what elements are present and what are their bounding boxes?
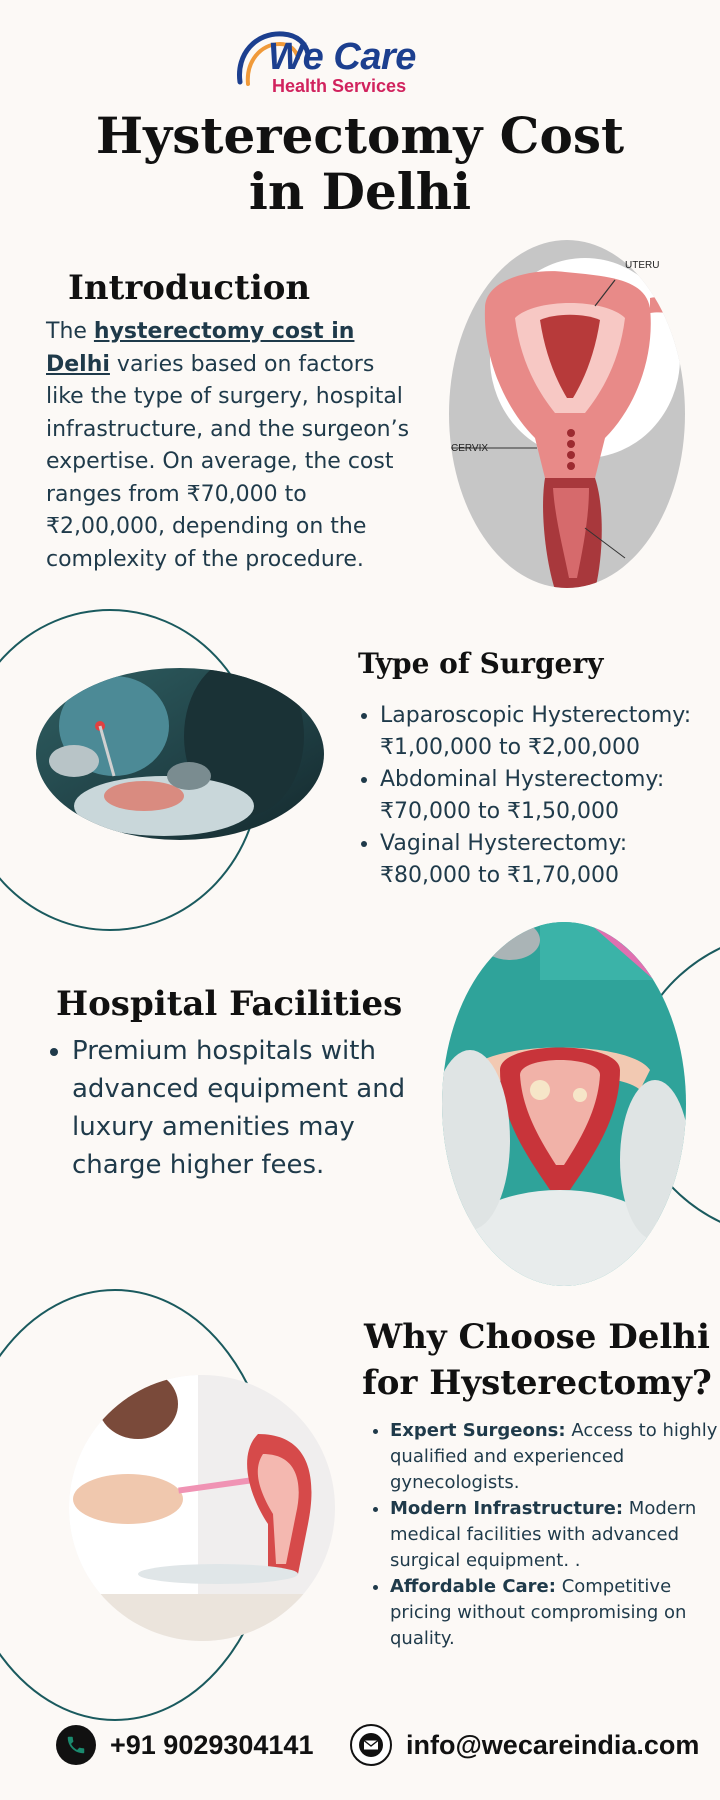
uterus-model-photo <box>440 920 688 1288</box>
phone-icon <box>56 1725 96 1765</box>
label-cervix: CERVIX <box>451 443 489 454</box>
phone-number[interactable]: +91 9029304141 <box>110 1729 314 1760</box>
intro-link[interactable]: hysterectomy cost in Delhi <box>46 319 355 377</box>
brand-logo[interactable] <box>228 14 458 98</box>
surgery-photo <box>34 666 326 842</box>
hospital-list <box>48 1032 432 1184</box>
email-contact[interactable] <box>350 1720 699 1770</box>
item-text: Competitive pricing without compromising on quality. <box>390 1576 687 1649</box>
why-heading: Why Choose Delhi for Hysterectomy? <box>362 1317 712 1403</box>
label-uterus: UTERU <box>625 260 660 271</box>
phone-contact[interactable] <box>56 1720 313 1770</box>
list-item <box>390 1574 720 1652</box>
item-text: Access to highly qualified and experienced gynecologists. <box>390 1420 718 1493</box>
intro-prefix: The <box>46 319 94 344</box>
intro-body: varies based on factors like the type of surgery, hospital infrastructure, and the surgeon’s expertise. On average, the cost ranges from ₹70,000 to ₹2,00,000, depending on the complexity of the procedure. <box>46 351 410 572</box>
uterus-anatomy-image <box>445 238 690 590</box>
item-title: Affordable Care: <box>390 1576 556 1597</box>
hospital-heading: Hospital Facilities <box>56 984 403 1024</box>
item-title: Expert Surgeons: <box>390 1420 566 1441</box>
list-item <box>390 1496 720 1574</box>
item-title: Modern Infrastructure: <box>390 1498 624 1519</box>
why-list <box>370 1418 720 1652</box>
list-item: • Laparoscopic Hysterectomy: ₹1,00,000 to ₹2,00,000 <box>380 700 720 764</box>
email-address[interactable]: info@wecareindia.com <box>406 1729 700 1760</box>
intro-heading: Introduction <box>68 268 311 308</box>
list-item: • Abdominal Hysterectomy: ₹70,000 to ₹1,50,000 <box>380 764 720 828</box>
logo-wordmark: We Care <box>268 36 416 78</box>
page-title: Hysterectomy Cost in Delhi <box>95 106 625 221</box>
list-item: • Premium hospitals with advanced equipment and luxury amenities may charge higher fees. <box>72 1032 432 1184</box>
intro-paragraph <box>46 316 416 576</box>
list-item: • Vaginal Hysterectomy: ₹80,000 to ₹1,70,000 <box>380 828 720 892</box>
mail-icon <box>350 1724 392 1766</box>
item-text: Modern medical facilities with advanced surgical equipment. . <box>390 1498 697 1571</box>
surgery-heading: Type of Surgery <box>358 647 604 680</box>
list-item <box>390 1418 720 1496</box>
logo-subtitle: Health Services <box>272 76 407 96</box>
doctor-model-photo <box>68 1374 336 1642</box>
surgery-list <box>356 700 720 892</box>
